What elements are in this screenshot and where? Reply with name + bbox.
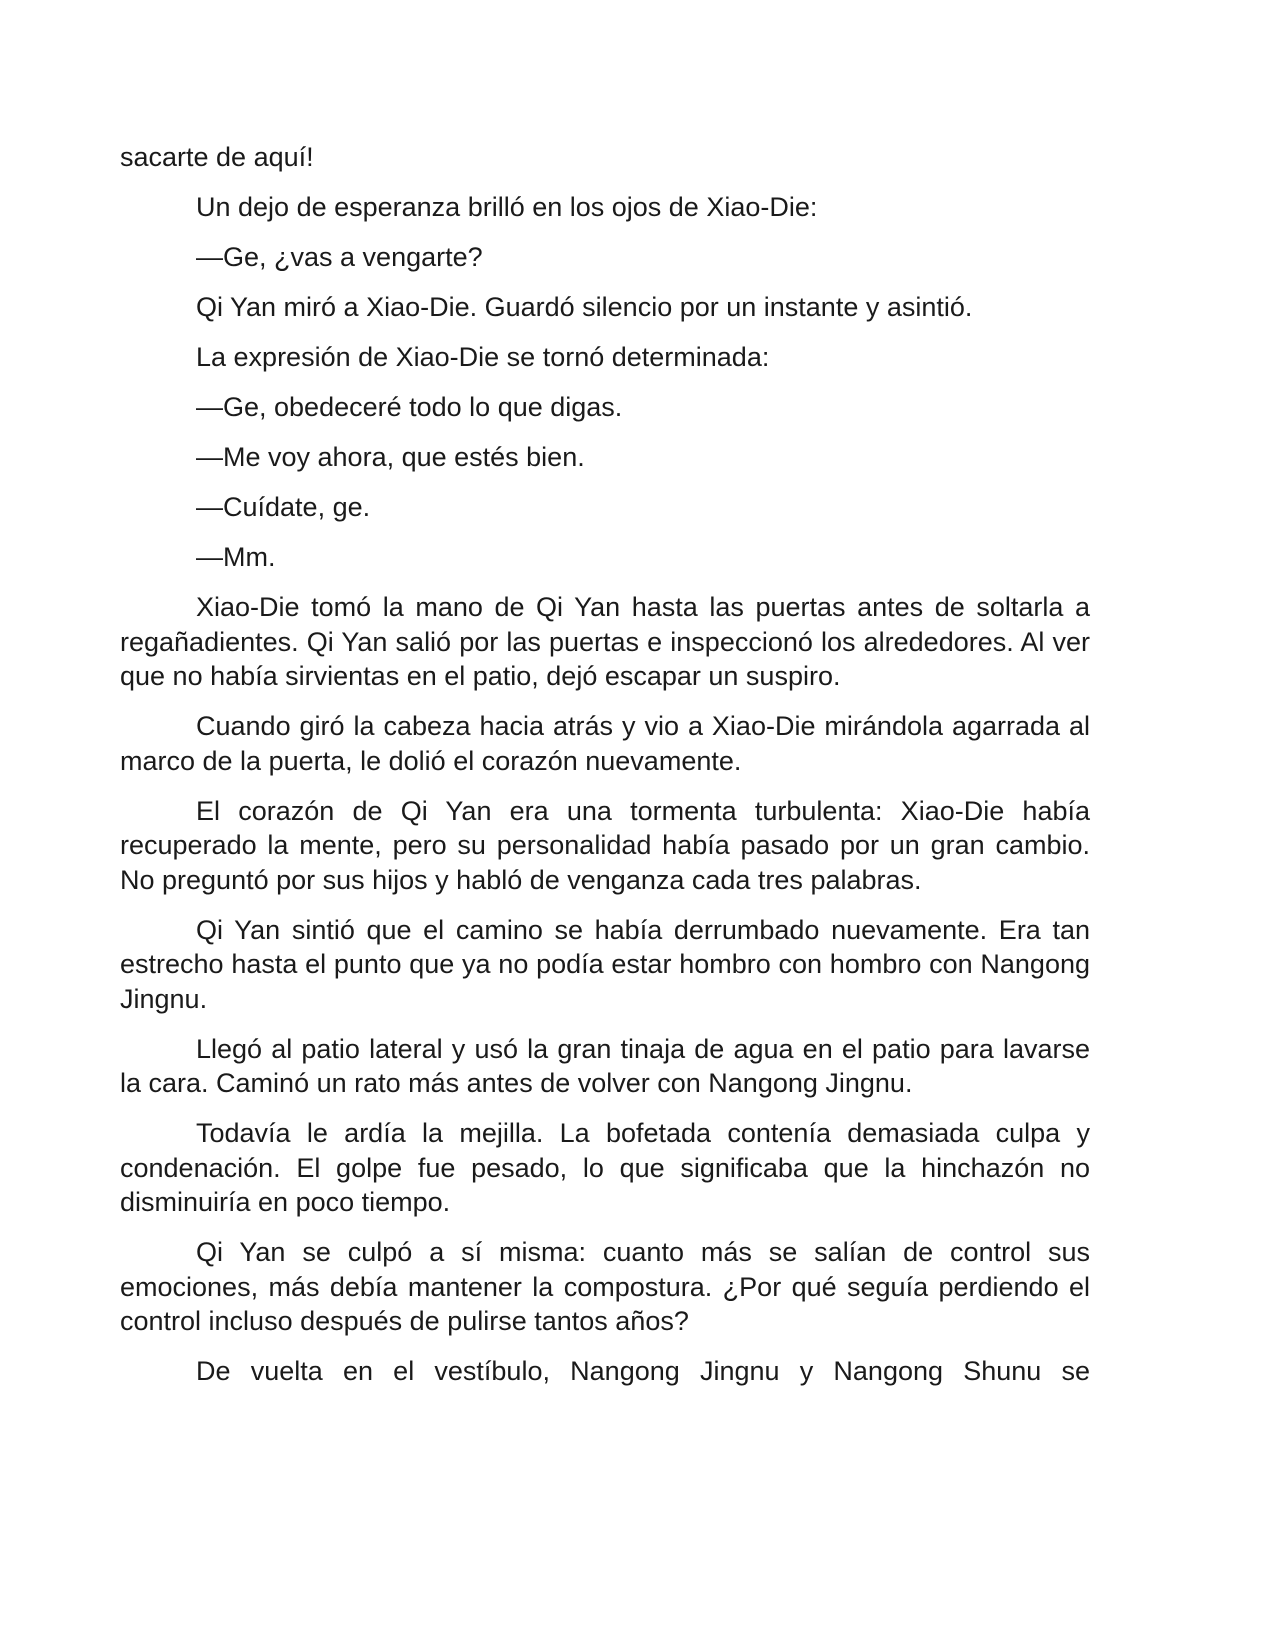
dialogue-line: —Mm.: [196, 542, 276, 572]
dialogue-line: —Me voy ahora, que estés bien.: [196, 442, 585, 472]
paragraph: La expresión de Xiao-Die se tornó determinada:: [196, 342, 770, 372]
paragraph: Qi Yan miró a Xiao-Die. Guardó silencio por un instante y asintió.: [196, 292, 973, 322]
dialogue-line: —Ge, obedeceré todo lo que digas.: [196, 392, 623, 422]
paragraph: Todavía le ardía la mejilla. La bofetada contenía demasiada culpa y condenación. El golpe fue pesado, lo que significaba que la hinchazón no disminuiría en poco tiempo.: [120, 1118, 1090, 1217]
paragraph: Llegó al patio lateral y usó la gran tinaja de agua en el patio para lavarse la cara. Caminó un rato más antes de volver con Nangong Jingnu.: [120, 1033, 1090, 1098]
paragraph: Qi Yan sintió que el camino se había derrumbado nuevamente. Era tan estrecho hasta el punto que ya no podía estar hombro con hombro con Nangong Jingnu.: [120, 914, 1090, 1014]
paragraph: De vuelta en el vestíbulo, Nangong Jingnu y Nangong Shunu se: [196, 1356, 1090, 1386]
paragraph: El corazón de Qi Yan era una tormenta turbulenta: Xiao-Die había recuperado la mente, pero su personalidad había pasado por un gran cambio. No preguntó por sus hijos y habló de venganza cada tres palabras.: [120, 795, 1090, 895]
dialogue-line: —Ge, ¿vas a vengarte?: [196, 242, 483, 272]
paragraph: Cuando giró la cabeza hacia atrás y vio a Xiao-Die mirándola agarrada al marco de la puerta, le dolió el corazón nuevamente.: [120, 711, 1090, 776]
paragraph: sacarte de aquí!: [120, 142, 314, 172]
dialogue-line: —Cuídate, ge.: [196, 492, 371, 522]
paragraph: Xiao-Die tomó la mano de Qi Yan hasta las puertas antes de soltarla a regañadientes. Qi Yan salió por las puertas e inspeccionó los alrededores. Al ver que no había sirvientas en el patio, dejó escapar un suspiro.: [120, 592, 1090, 691]
page-body-text: [120, 140, 1090, 1404]
paragraph: Un dejo de esperanza brilló en los ojos de Xiao-Die:: [196, 192, 818, 222]
paragraph: Qi Yan se culpó a sí misma: cuanto más se salían de control sus emociones, más debía mantener la compostura. ¿Por qué seguía perdiendo el control incluso después de pulirse tantos años?: [120, 1237, 1090, 1336]
